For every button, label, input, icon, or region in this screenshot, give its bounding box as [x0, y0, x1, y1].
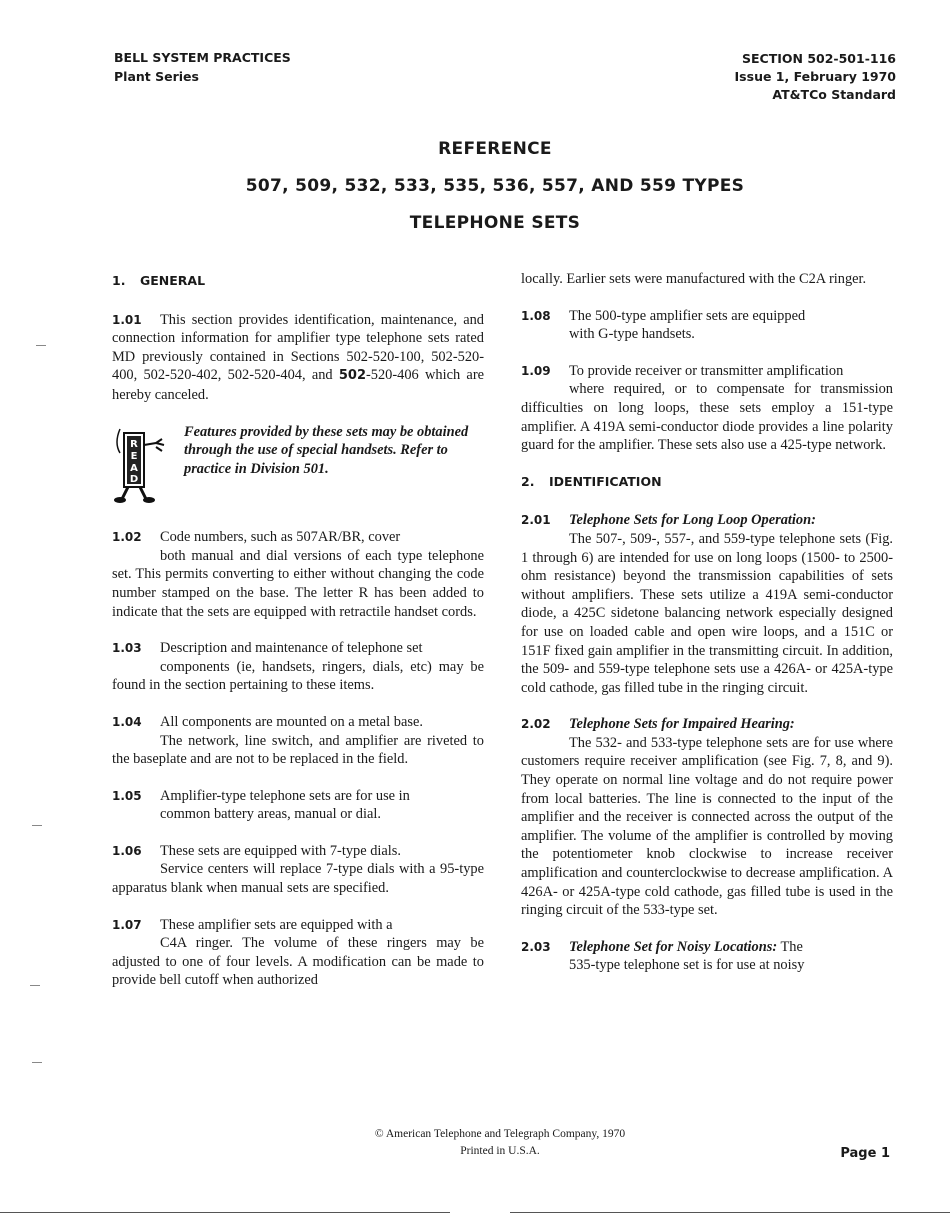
- margin-mark: [32, 825, 42, 826]
- svg-text:A: A: [130, 462, 138, 474]
- series-title: BELL SYSTEM PRACTICES: [114, 50, 291, 65]
- paragraph-first-line: Amplifier-type telephone sets are for use in: [160, 787, 410, 804]
- paragraph-first-line: These amplifier sets are equipped with a: [160, 916, 393, 933]
- section-number: SECTION 502-501-116: [742, 51, 896, 66]
- svg-text:E: E: [130, 450, 138, 462]
- paragraph-number: 1.08: [521, 308, 551, 323]
- footer-copyright: [0, 1126, 950, 1160]
- paragraph-number: 1.09: [521, 363, 551, 378]
- right-column: [521, 270, 893, 993]
- paragraph-number: 1.05: [112, 788, 142, 803]
- header-left: [114, 48, 291, 86]
- paragraph-text: components (ie, handsets, ringers, dials, etc) may be found in the section pertaining to these items.: [112, 658, 484, 694]
- section-1-number: 1.: [112, 273, 126, 288]
- paragraph-first-line: This section provides identification, maintenance,: [160, 311, 458, 328]
- paragraph-text: with G-type handsets.: [569, 326, 695, 343]
- paragraph-text: Service centers will replace 7-type dials with a 95-type apparatus blank when manual sets are specified.: [112, 861, 484, 897]
- paragraph-text: C4A ringer. The volume of these ringers may be adjusted to one of four levels. A modification can be made to provide bell cutoff when authorized: [112, 935, 484, 989]
- paragraph-text: both manual and dial versions of each type telephone set. This permits converting to either without changing the code number stamped on the base. The letter R has been added to indicate that the sets are equipped with retractile handset cords.: [112, 547, 484, 620]
- paragraph-first-line: The 500-type amplifier sets are equipped: [569, 307, 806, 324]
- title-line-3: TELEPHONE SETS: [409, 213, 581, 233]
- svg-text:D: D: [129, 473, 139, 485]
- section-1-heading: [112, 272, 484, 291]
- section-2-heading: [521, 473, 893, 492]
- title-line-1: REFERENCE: [438, 139, 552, 159]
- paragraph-1-06: [112, 842, 484, 898]
- series-subtitle: Plant Series: [114, 69, 199, 84]
- bottom-rule-left: [0, 1212, 450, 1213]
- paragraph-number: 1.04: [112, 714, 142, 729]
- paragraph-number: 2.03: [521, 939, 551, 954]
- paragraph-1-09: [521, 362, 893, 455]
- paragraph-number: 1.02: [112, 530, 142, 545]
- paragraph-first-line: All components are mounted on a metal base.: [160, 713, 423, 730]
- printed-line: Printed in U.S.A.: [460, 1145, 540, 1157]
- title-line-2: 507, 509, 532, 533, 535, 536, 557, AND 559 TYPES: [245, 176, 745, 196]
- read-hand-icon: [112, 423, 184, 511]
- margin-mark: [30, 985, 40, 986]
- paragraph-1-03: [112, 639, 484, 695]
- svg-text:R: R: [130, 438, 138, 450]
- paragraph-number: 1.03: [112, 641, 142, 656]
- paragraph-1-07: [112, 916, 484, 990]
- note-text: Features provided by these sets may be obtained through the use of special handsets. Refer to practice in Division 501.: [184, 423, 469, 477]
- paragraph-heading: Telephone Set for Noisy Locations:: [569, 938, 778, 955]
- copyright-line: © American Telephone and Telegraph Company, 1970: [374, 1128, 626, 1140]
- paragraph-1-02: [112, 528, 484, 621]
- paragraph-1-04: [112, 713, 484, 769]
- paragraph-text-end: -520-406 which are hereby canceled.: [112, 367, 484, 403]
- paragraph-2-02: [521, 715, 893, 920]
- paragraph-text: The 532- and 533-type telephone sets are for use where customers require receiver amplification (see Fig. 7, 8, and 9). They operate on normal line voltage and do not require power from local batteries. The line is connected to the input of the amplifier and the receiver is connected across the output of the amplifier. The volume of the amplifier is controlled by moving the potentiometer knob clockwise to increase receiver amplification and counterclockwise to decrease amplification. A 426A- or 425A-type cold cathode, gas filled tube is used in the ringing circuit of the 533-type set.: [521, 734, 893, 919]
- paragraph-text: The network, line switch, and amplifier are riveted to the baseplate and are not to be replaced in the field.: [112, 732, 484, 768]
- paragraph-number: 2.01: [521, 513, 551, 528]
- bold-code: 502: [338, 368, 366, 384]
- section-1-title: GENERAL: [140, 273, 206, 288]
- section-2-number: 2.: [521, 473, 535, 489]
- paragraph-1-08: [521, 307, 893, 344]
- paragraph-1-07-continued: locally. Earlier sets were manufactured with the C2A ringer.: [521, 271, 867, 287]
- paragraph-number: 1.07: [112, 917, 142, 932]
- paragraph-heading: Telephone Sets for Impaired Hearing:: [569, 716, 795, 733]
- paragraph-text: 535-type telephone set is for use at noisy: [569, 957, 805, 974]
- read-note: [112, 423, 484, 511]
- margin-mark: [36, 345, 46, 346]
- header-right: [735, 50, 896, 104]
- paragraph-first-line: Description and maintenance of telephone set: [160, 640, 423, 657]
- paragraph-text: The 507-, 509-, 557-, and 559-type telephone sets (Fig. 1 through 6) are intended for use on long loops (1500- to 2500-ohm resistance) beyond the transmission capabilities of sets without amplifiers. These sets utilize a 419A semi-conductor diode, a 425C sidetone balancing network especially designed for use on loaded cable and open wire loops, and a 151C or 151F fixed gain amplifier in the transmitting circuit. In addition, the 509- and 559-type telephone sets use a 426A- or 425A-type cold cathode, gas filled tube in the ringing circuit.: [521, 530, 893, 696]
- standard-label: AT&TCo Standard: [772, 87, 896, 102]
- paragraph-first-line: These sets are equipped with 7-type dials.: [160, 842, 401, 859]
- margin-mark: [32, 1062, 42, 1063]
- paragraph-first-line: Code numbers, such as 507AR/BR, cover: [160, 529, 401, 546]
- paragraph-heading-after: The: [780, 938, 803, 955]
- paragraph-1-05: [112, 787, 484, 824]
- left-column: [112, 270, 484, 1008]
- page-number: Page 1: [840, 1146, 890, 1161]
- section-2-title: IDENTIFICATION: [549, 473, 662, 489]
- bottom-rule-right: [510, 1212, 950, 1213]
- paragraph-text: common battery areas, manual or dial.: [160, 806, 381, 823]
- paragraph-heading: Telephone Sets for Long Loop Operation:: [569, 512, 816, 529]
- paragraph-number: 1.06: [112, 843, 142, 858]
- paragraph-number: 1.01: [112, 312, 142, 327]
- paragraph-number: 2.02: [521, 717, 551, 732]
- paragraph-text: and connection information for amplifier type telephone sets rated MD previously contained in Sections 502-520-100, 502-520-400, 502-520-402, 502-520-404, and: [112, 311, 484, 384]
- issue-date: Issue 1, February 1970: [734, 69, 896, 84]
- paragraph-text: where required, or to compensate for transmission difficulties on long loops, these sets employ a 151-type amplifier. A 419A semi-conductor diode provides a line polarity guard for the amplifier. These sets also use a 425-type network.: [521, 381, 893, 454]
- paragraph-2-01: [521, 511, 893, 697]
- paragraph-first-line: To provide receiver or transmitter amplification: [569, 362, 844, 379]
- paragraph-1-01: [112, 311, 484, 405]
- paragraph-2-03: [521, 938, 893, 975]
